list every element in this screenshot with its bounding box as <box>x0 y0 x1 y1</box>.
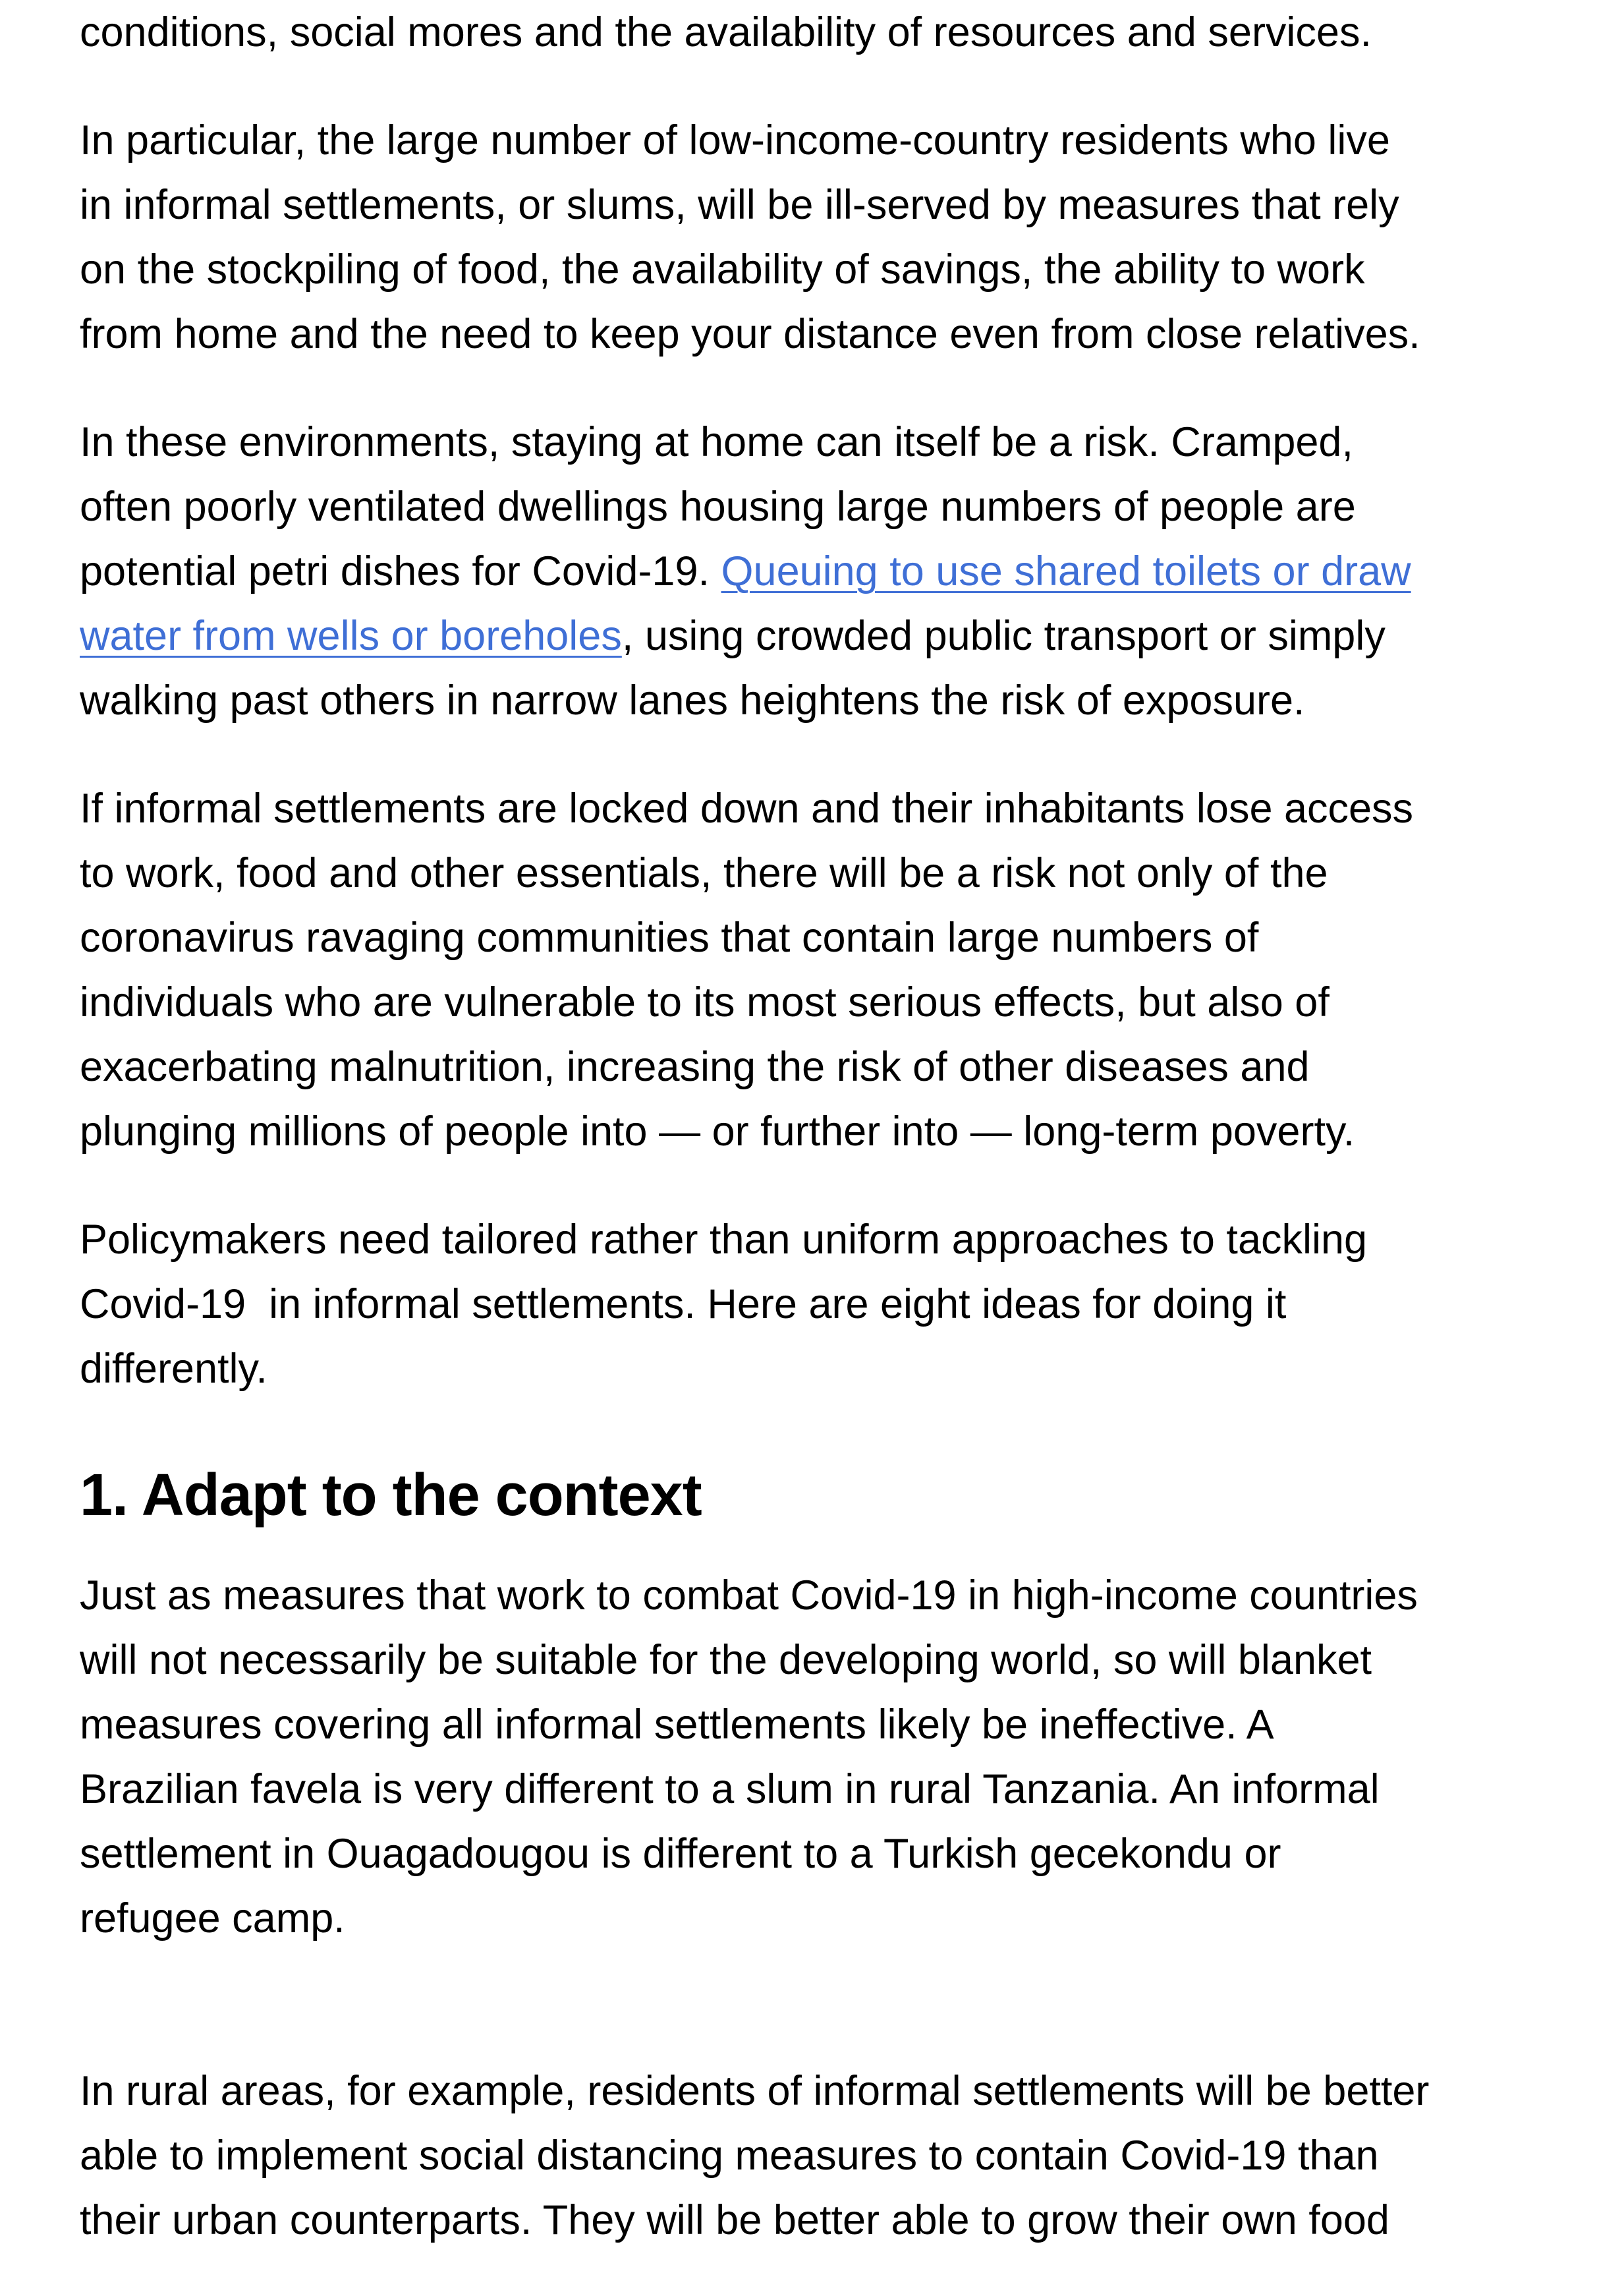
paragraph-rural-areas <box>80 2059 1542 2253</box>
text-line: from home and the need to keep your distance even from close relatives. <box>80 311 1420 357</box>
paragraph-policymakers <box>80 1207 1542 1401</box>
paragraph-informal-settlements <box>80 108 1542 366</box>
text-line: In particular, the large number of low-income-country residents who live <box>80 117 1390 163</box>
text-line: If informal settlements are locked down and their inhabitants lose access <box>80 786 1414 832</box>
text-line: walking past others in narrow lanes heightens the risk of exposure. <box>80 677 1305 724</box>
empty-line-spacer <box>80 1994 1542 2059</box>
link-queuing-shared-toilets-continued[interactable]: water from wells or boreholes <box>80 613 622 659</box>
text-line: exacerbating malnutrition, increasing the risk of other diseases and <box>80 1044 1310 1090</box>
text-line: often poorly ventilated dwellings housing large numbers of people are <box>80 484 1356 530</box>
text-line: Brazilian favela is very different to a slum in rural Tanzania. An informal <box>80 1766 1380 1812</box>
paragraph-lockdown-risk <box>80 776 1542 1164</box>
text-line: differently. <box>80 1346 267 1392</box>
text-line: to work, food and other essentials, there will be a risk not only of the <box>80 850 1328 896</box>
text-line <box>80 539 1542 604</box>
paragraph-conditions <box>80 0 1542 65</box>
text-line: their urban counterparts. They will be better able to grow their own food <box>80 2197 1389 2243</box>
text-line: settlement in Ouagadougou is different to a Turkish gecekondu or <box>80 1831 1281 1877</box>
link-queuing-shared-toilets[interactable]: Queuing to use shared toilets or draw <box>721 548 1411 594</box>
text-segment: potential petri dishes for Covid-19. <box>80 548 721 594</box>
text-segment: , using crowded public transport or simply <box>621 613 1386 659</box>
article-body <box>80 0 1542 2296</box>
text-line: individuals who are vulnerable to its most serious effects, but also of <box>80 979 1330 1025</box>
text-line: In these environments, staying at home can itself be a risk. Cramped, <box>80 419 1353 465</box>
text-line: conditions, social mores and the availability of resources and services. <box>80 9 1372 55</box>
text-line <box>80 604 1542 668</box>
text-line: in informal settlements, or slums, will be ill-served by measures that rely <box>80 182 1399 228</box>
paragraph-adapt-context <box>80 1563 1542 1951</box>
text-line: Policymakers need tailored rather than uniform approaches to tackling <box>80 1217 1368 1263</box>
text-line: measures covering all informal settlements likely be ineffective. A <box>80 1702 1274 1748</box>
paragraph-environments <box>80 410 1542 733</box>
text-line: In rural areas, for example, residents of informal settlements will be better <box>80 2068 1430 2114</box>
text-line: able to implement social distancing measures to contain Covid-19 than <box>80 2133 1379 2179</box>
text-line: Just as measures that work to combat Covid-19 in high-income countries <box>80 1572 1418 1619</box>
text-line: on the stockpiling of food, the availability of savings, the ability to work <box>80 246 1365 293</box>
section-heading: 1. Adapt to the context <box>80 1462 702 1528</box>
text-line: refugee camp. <box>80 1895 345 1941</box>
text-line: plunging millions of people into — or further into — long-term poverty. <box>80 1108 1355 1155</box>
text-line: will not necessarily be suitable for the developing world, so will blanket <box>80 1637 1372 1683</box>
text-line: coronavirus ravaging communities that contain large numbers of <box>80 915 1259 961</box>
text-line: Covid-19 in informal settlements. Here are eight ideas for doing it <box>80 1281 1287 1327</box>
